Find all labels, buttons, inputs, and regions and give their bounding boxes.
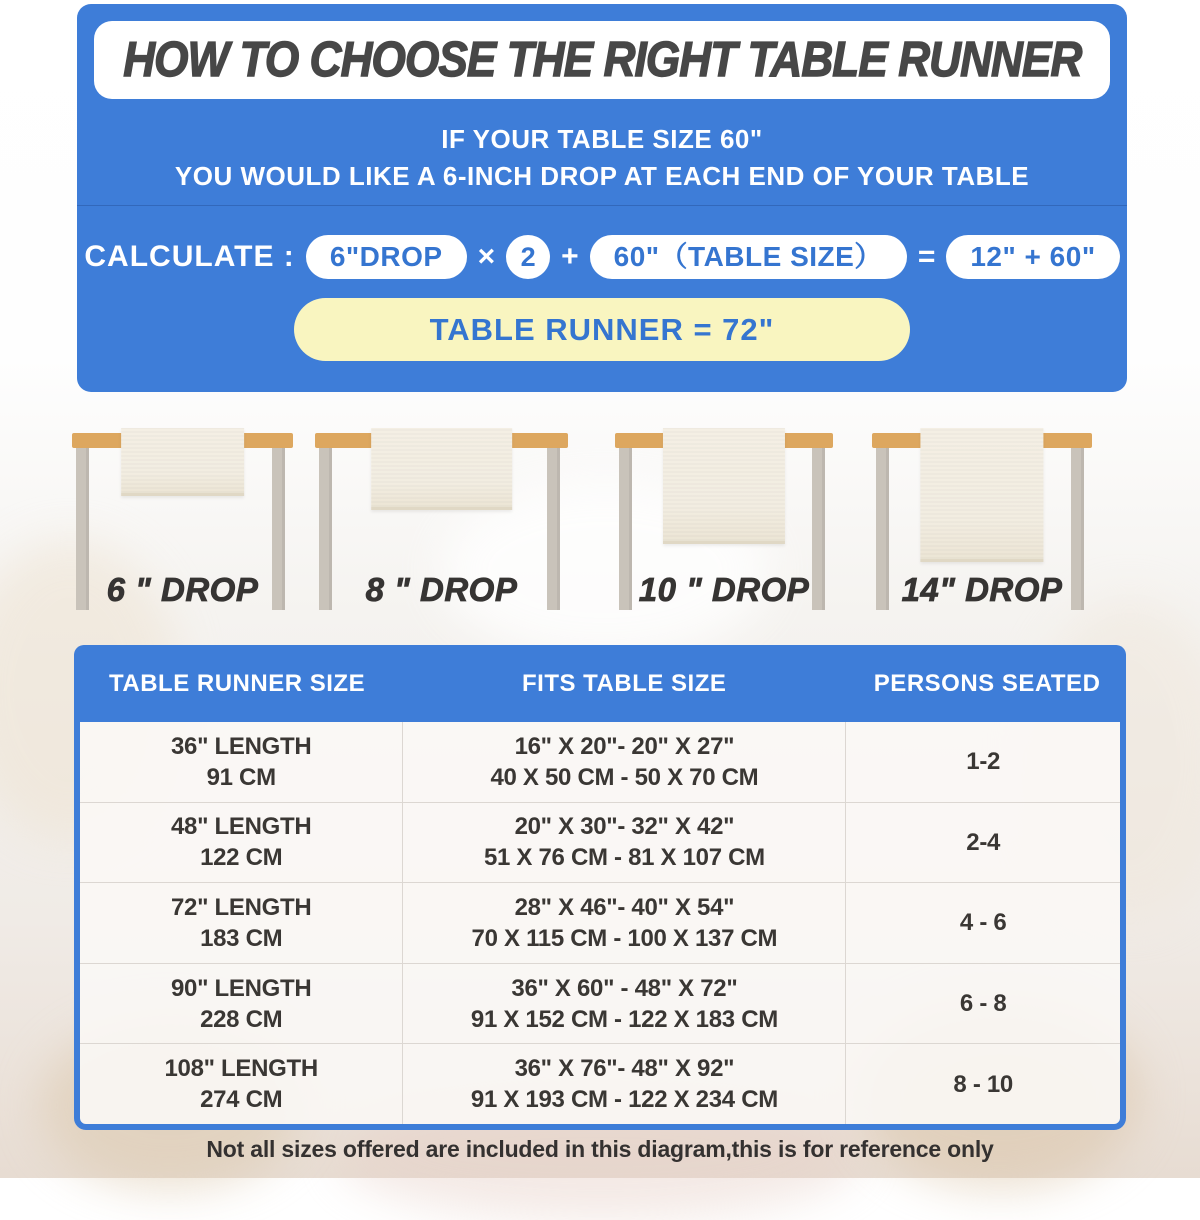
fits-size-cell	[402, 722, 845, 802]
table-row	[80, 722, 1120, 802]
subtitle-line-2: YOU WOULD LIKE A 6-INCH DROP AT EACH END OF YOUR TABLE	[174, 161, 1030, 191]
persons-cell	[845, 1044, 1120, 1124]
persons-seated: 8 - 10	[953, 1070, 1013, 1098]
drop-label: 14" DROP	[901, 571, 1063, 608]
runner-size-cm: 228 CM	[200, 1005, 283, 1033]
times-operator: ×	[477, 240, 496, 273]
result-text: TABLE RUNNER = 72"	[429, 311, 775, 347]
runner-illustration	[371, 428, 513, 510]
plus-operator: +	[561, 240, 579, 273]
title-bar	[94, 21, 1110, 99]
top-panel	[77, 4, 1127, 392]
table-row	[80, 1043, 1120, 1124]
fits-size-cm: 91 X 152 CM - 122 X 183 CM	[470, 1005, 778, 1033]
drop-label: 8 " DROP	[365, 571, 518, 608]
table-figure-14-drop	[872, 425, 1092, 621]
table-size-pill: 60"（TABLE SIZE）	[590, 235, 907, 279]
persons-seated: 1-2	[966, 748, 1001, 776]
table-figure-6-drop	[72, 425, 293, 621]
size-table-panel	[74, 645, 1126, 1130]
fits-size-cell	[402, 803, 845, 883]
fits-size-cm: 70 X 115 CM - 100 X 137 CM	[471, 924, 778, 952]
drop-label: 10 " DROP	[638, 571, 810, 608]
runner-size-cm: 91 CM	[206, 763, 276, 791]
equals-operator: =	[917, 240, 936, 273]
runner-size-cm: 274 CM	[200, 1086, 283, 1114]
fits-size-inches: 20" X 30"- 32" X 42"	[514, 813, 735, 841]
fits-size-cm: 40 X 50 CM - 50 X 70 CM	[490, 763, 759, 791]
calculation-row	[77, 234, 1127, 280]
fits-size-cm: 91 X 193 CM - 122 X 234 CM	[470, 1086, 778, 1114]
fits-size-inches: 28" X 46"- 40" X 54"	[514, 893, 735, 921]
fits-size-cell	[402, 1044, 845, 1124]
runner-size-inches: 90" LENGTH	[170, 974, 312, 1002]
drop-label: 6 " DROP	[106, 571, 259, 608]
column-header-fits-size: FITS TABLE SIZE	[521, 669, 727, 697]
size-table-body	[80, 722, 1120, 1124]
subtitle-line-1: IF YOUR TABLE SIZE 60"	[441, 124, 763, 154]
runner-size-cell	[80, 722, 402, 802]
runner-size-inches: 36" LENGTH	[170, 732, 312, 760]
drop-pill: 6"DROP	[306, 235, 467, 279]
persons-seated: 6 - 8	[959, 990, 1007, 1018]
persons-cell	[845, 722, 1120, 802]
column-header-runner-size: TABLE RUNNER SIZE	[109, 669, 366, 697]
runner-size-cm: 183 CM	[200, 924, 283, 952]
persons-seated: 4 - 6	[959, 909, 1007, 937]
fits-size-cell	[402, 964, 845, 1044]
result-pill	[294, 298, 910, 361]
runner-size-inches: 48" LENGTH	[170, 813, 312, 841]
runner-illustration	[920, 428, 1043, 562]
runner-size-cm: 122 CM	[200, 844, 283, 872]
calculate-label: CALCULATE :	[84, 240, 295, 273]
persons-cell	[845, 803, 1120, 883]
persons-seated: 2-4	[966, 828, 1001, 856]
page-title: HOW TO CHOOSE THE RIGHT TABLE RUNNER	[122, 33, 1082, 87]
runner-illustration	[663, 428, 785, 544]
divider-line	[77, 205, 1127, 206]
drop-figures	[72, 425, 1092, 621]
footer-note: Not all sizes offered are included in this diagram,this is for reference only	[206, 1136, 994, 1162]
fits-size-inches: 36" X 76"- 48" X 92"	[514, 1055, 735, 1083]
fits-size-cell	[402, 883, 845, 963]
runner-size-cell	[80, 803, 402, 883]
runner-size-cell	[80, 1044, 402, 1124]
table-row	[80, 963, 1120, 1044]
fits-size-inches: 36" X 60" - 48" X 72"	[511, 974, 738, 1002]
fits-size-cm: 51 X 76 CM - 81 X 107 CM	[483, 844, 765, 872]
table-row	[80, 802, 1120, 883]
runner-size-cell	[80, 883, 402, 963]
fits-size-inches: 16" X 20"- 20" X 27"	[514, 732, 735, 760]
table-figure-8-drop	[315, 425, 568, 621]
runner-size-inches: 72" LENGTH	[170, 893, 312, 921]
runner-size-inches: 108" LENGTH	[164, 1055, 318, 1083]
table-row	[80, 882, 1120, 963]
size-table-header	[74, 645, 1126, 722]
sum-pill: 12" + 60"	[946, 235, 1119, 279]
runner-illustration	[121, 428, 245, 496]
persons-cell	[845, 964, 1120, 1044]
multiplier-badge: 2	[506, 235, 550, 279]
persons-cell	[845, 883, 1120, 963]
table-figure-10-drop	[615, 425, 833, 621]
runner-size-cell	[80, 964, 402, 1044]
column-header-persons: PERSONS SEATED	[873, 669, 1101, 697]
